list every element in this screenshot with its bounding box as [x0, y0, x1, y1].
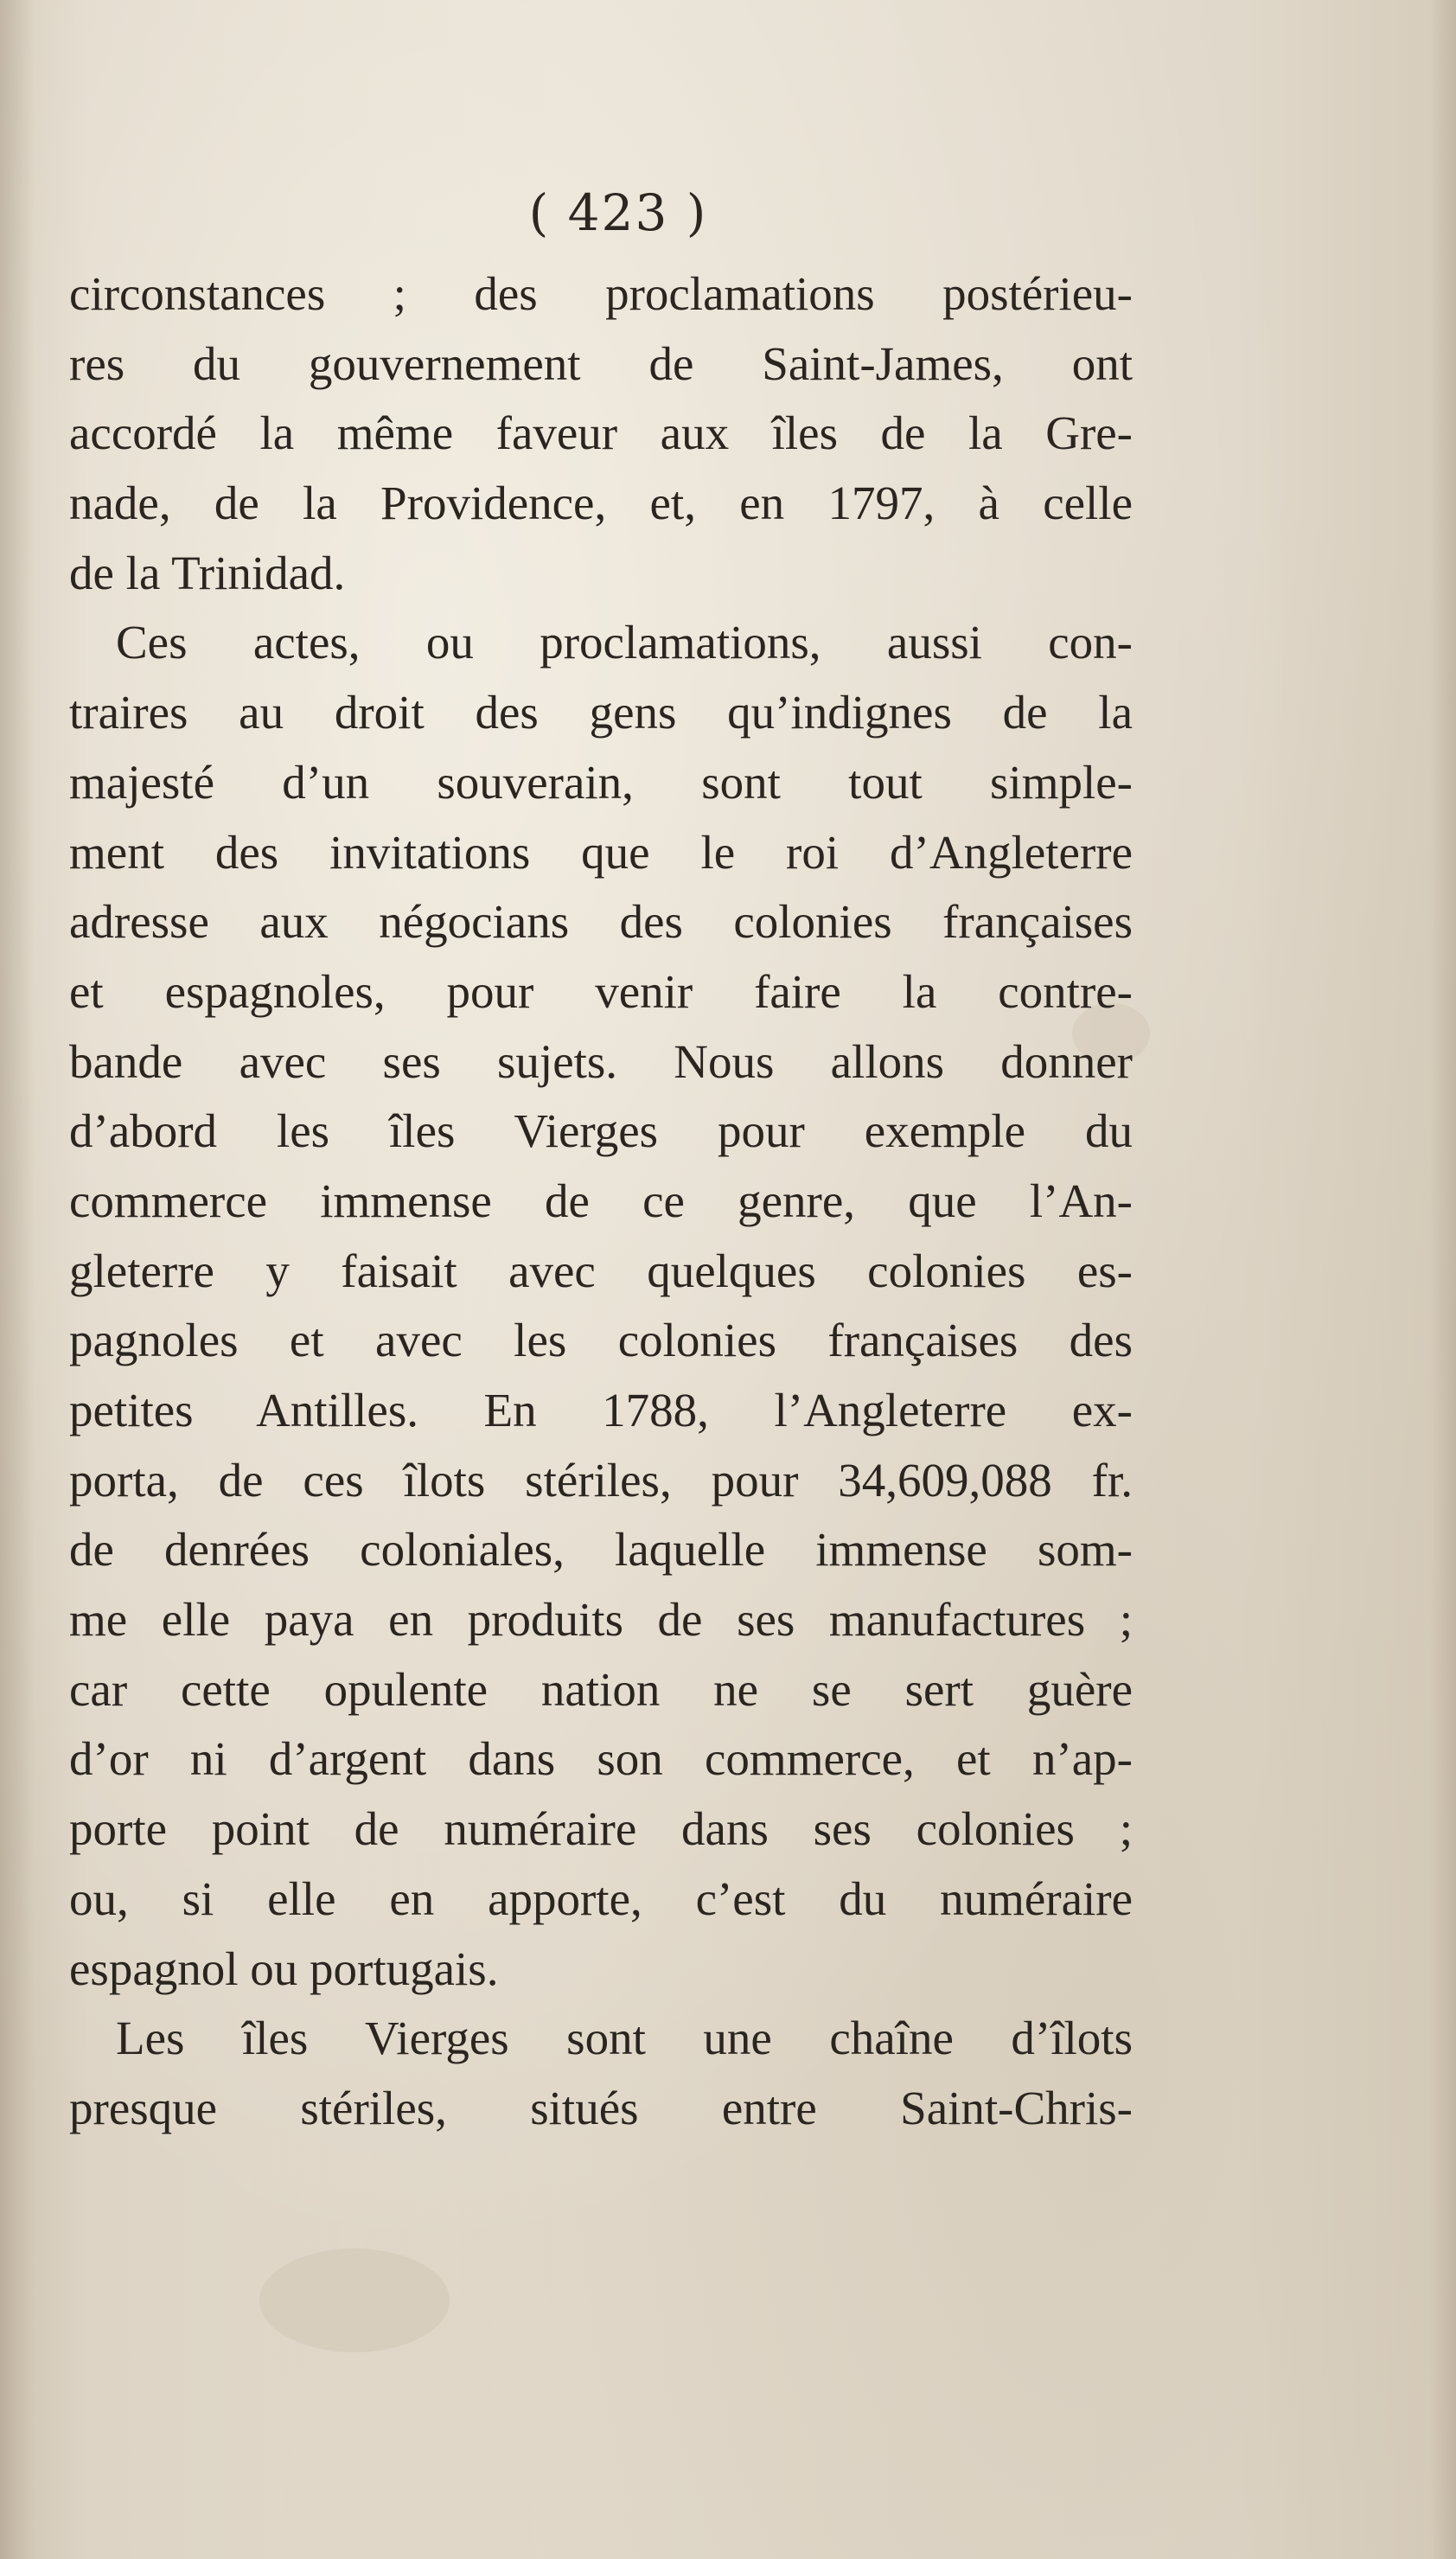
text-line: me elle paya en produits de ses manufactures ; [69, 1593, 1133, 1647]
text-line: commerce immense de ce genre, que l’An- [69, 1174, 1133, 1227]
body-text [69, 259, 1133, 2144]
text-line: et espagnoles, pour venir faire la contre- [69, 964, 1133, 1018]
text-line: d’or ni d’argent dans son commerce, et n’ap- [69, 1732, 1133, 1786]
text-line: adresse aux négocians des colonies françaises [69, 895, 1133, 949]
text-line: porta, de ces îlots stériles, pour 34,609,088 fr. [69, 1453, 1133, 1507]
text-line: nade, de la Providence, et, en 1797, à celle [69, 477, 1133, 530]
text-line: Ces actes, ou proclamations, aussi con- [116, 616, 1133, 669]
text-line: majesté d’un souverain, sont tout simple- [69, 755, 1133, 809]
text-line: petites Antilles. En 1788, l’Angleterre ex- [69, 1384, 1133, 1436]
text-line: pagnoles et avec les colonies françaises des [69, 1314, 1133, 1367]
text-line: presque stériles, situés entre Saint-Chris- [69, 2081, 1133, 2134]
text-line: bande avec ses sujets. Nous allons donner [69, 1034, 1133, 1088]
text-line: d’abord les îles Vierges pour exemple du [69, 1104, 1133, 1158]
text-line: Les îles Vierges sont une chaîne d’îlots [116, 2012, 1133, 2065]
text-line: de denrées coloniales, laquelle immense som- [69, 1523, 1133, 1577]
text-line: de la Trinidad. [69, 546, 346, 599]
text-line: ou, si elle en apporte, c’est du numéraire [69, 1871, 1133, 1925]
text-line: car cette opulente nation ne se sert guère [69, 1662, 1133, 1716]
text-line: espagnol ou portugais. [69, 1942, 499, 1995]
text-line: circonstances ; des proclamations postérieu- [69, 267, 1133, 320]
text-line: accordé la même faveur aux îles de la Gre- [69, 406, 1133, 460]
text-line: traires au droit des gens qu’indignes de la [69, 686, 1133, 739]
page-shadow-left [0, 0, 35, 2559]
page-number: ( 423 ) [528, 183, 708, 242]
text-line: res du gouvernement de Saint-James, ont [69, 336, 1133, 390]
text-line: porte point de numéraire dans ses colonies ; [69, 1802, 1133, 1856]
text-line: ment des invitations que le roi d’Angleterre [69, 825, 1133, 879]
paper-stain [259, 2249, 450, 2352]
page-shadow-right [1430, 0, 1456, 2559]
text-line: gleterre y faisait avec quelques colonies es- [69, 1244, 1133, 1297]
